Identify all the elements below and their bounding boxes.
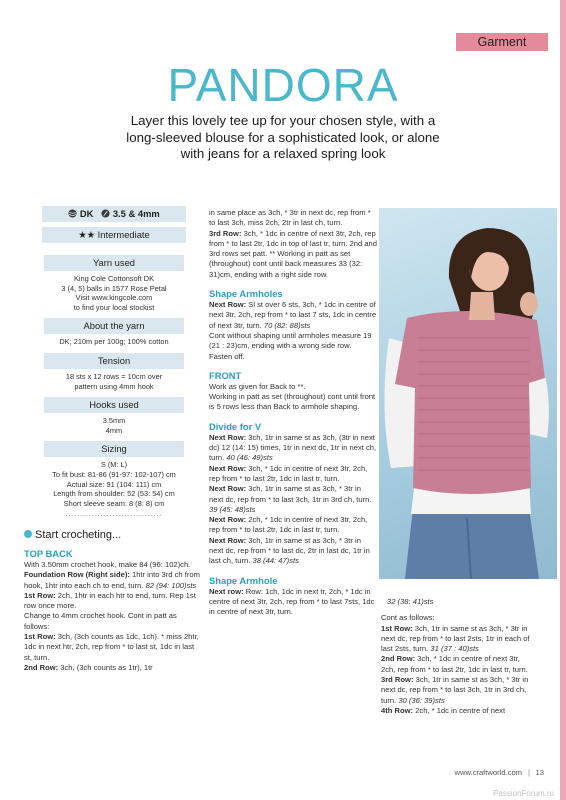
pattern-para: Next Row: 3ch, 1tr in same st as 3ch, * 3tr in next dc, rep from * to last 3ch, 1tr in 3rd ch, turn. 39 (45: 48)sts	[209, 484, 372, 514]
column-1	[24, 200, 204, 673]
yarn-used-line: King Cole Cottonsoft DK	[73, 274, 155, 283]
spec-summary	[42, 206, 186, 222]
pattern-para: Working in patt as set (throughout) cont until front is 5 rows less than Back to armhole shaping.	[209, 392, 376, 412]
hook-icon	[101, 208, 113, 219]
pattern-para: Next Row: 3ch, 1tr in same st as 3ch, * 3tr in next dc, rep from * to last dc, 2tr in last dc, 1tr in last ch, turn. 38 (44: 47)sts	[209, 535, 370, 566]
hooks-line: 3.5mm	[102, 416, 126, 426]
pattern-para: 2nd Row: 3ch, (3ch counts as 1tr), 1tr	[24, 662, 153, 672]
yarn-used-line: 3 (4, 5) balls in 1577 Rose Petal	[61, 283, 167, 293]
divide-heading: Divide for V	[209, 420, 262, 432]
shape-armholes-heading: Shape Armholes	[209, 288, 283, 300]
pattern-para: Cont without shaping until armholes measure 19 (21 : 23)cm, ending with a wrong side row.	[209, 330, 372, 351]
pattern-para: Next Row: 2ch, * 1dc in centre of next 3tr, 2ch, rep from * to last 2tr, 1dc in last tr, turn.	[209, 515, 368, 535]
pattern-para: Change to 4mm crochet hook. Cont in patt as follows:	[24, 611, 177, 631]
pattern-para: Next row: Row: 1ch, 1dc in next tr, 2ch, * 1dc in centre of next 3tr, 2ch, rep from * to last 7sts, 1dc in centre of next 3tr, turn.	[209, 586, 375, 617]
skill-level: Intermediate	[97, 229, 150, 240]
start-label: Start crocheting...	[35, 528, 122, 541]
pattern-para: Cont as follows:	[381, 613, 435, 623]
hooks-heading: Hooks used	[44, 397, 184, 413]
pattern-para: With 3.50mm crochet hook, make 84 (96: 102)ch.	[24, 559, 191, 569]
pattern-title: PANDORA	[167, 59, 399, 111]
front-heading: FRONT	[209, 369, 242, 381]
sizing-line: Short sleeve seam: 8 (8: 8) cm	[63, 498, 165, 508]
pattern-para: 1st Row: 3ch, (3ch counts as 1dc, 1ch). * miss 2htr, 1dc in next htr, 2ch, rep from * to last st, 1dc in last st, turn.	[24, 631, 199, 662]
pattern-para: 1st Row: 3ch, 1tr in same st as 3ch, * 3tr in next dc, rep from * to last 2sts, 1tr in each of last 2sts, turn. 31 (37 : 40)sts	[381, 623, 530, 654]
model-photo	[379, 208, 557, 579]
column-3	[381, 597, 531, 716]
about-yarn-text: DK; 210m per 100g; 100% cotton	[59, 337, 169, 347]
sizing-line: Length from shoulder: 52 (53: 54) cm	[53, 489, 175, 499]
yarn-used-line: Visit www.kingcole.com	[75, 293, 153, 303]
hooks-line: 4mm	[105, 425, 123, 435]
pattern-para: 3rd Row: 3ch, * 1dc in centre of next 3tr, 2ch, rep from * to last 2tr, 1dc in top of last tr, turn. 2nd and 3rd rows set patt. ** Working in patt as set (throughout) cont until back measures 33 (32: 31)cm, ending with a right side row.	[209, 228, 377, 279]
pattern-para: Work as given for Back to **.	[209, 381, 306, 391]
star-icon: ★★	[78, 229, 96, 240]
yarn-used-line: to find your local stockist	[73, 302, 155, 312]
sizing-heading: Sizing	[44, 441, 184, 457]
section-tab: Garment	[456, 33, 548, 51]
level-badge	[42, 227, 186, 243]
yarn-weight: DK	[79, 208, 94, 219]
yarn-ball-icon	[68, 208, 80, 219]
pattern-para: 2nd Row: 3ch, * 1dc in centre of next 3tr, 2ch, rep from * to last 2tr, 1dc in last tr, turn.	[381, 654, 528, 674]
bullet-dot-icon	[24, 530, 32, 538]
sizing-block	[24, 441, 204, 520]
pattern-para: 1st Row: 2ch, 1htr in each htr to end, turn. Rep 1st row once more.	[24, 590, 196, 611]
sizing-line: To fit bust: 81-86 (91-97: 102-107) cm	[52, 469, 176, 479]
pattern-para: Next Row: Sl st over 6 sts, 3ch, * 1dc in centre of next 3tr, 2ch, rep from * to last 7 sts, 1dc in centre of next 3tr, turn. 70 (82: 88)sts	[209, 300, 377, 330]
pattern-para: Foundation Row (Right side): 1htr into 3rd ch from hook, 1htr into each ch to end, turn. 82 (94: 100)sts	[24, 570, 200, 590]
pattern-para: Fasten off.	[209, 351, 245, 361]
yarn-used-heading: Yarn used	[44, 255, 184, 271]
pattern-para: 3rd Row: 3ch, 1tr in same st as 3ch, * 3tr in next dc, rep from * to last 3ch, 1tr in 3rd ch, turn. 30 (36: 39)sts	[381, 675, 529, 705]
watermark: PassionForum.ru	[493, 789, 554, 798]
sizing-dots: .................................	[65, 511, 163, 519]
about-yarn-heading: About the yarn	[44, 318, 184, 334]
tension-line: pattern using 4mm hook	[74, 381, 154, 391]
yarn-used-block	[24, 255, 204, 312]
pattern-para: in same place as 3ch, * 3tr in next dc, rep from * to last 3ch, miss 2ch, 2tr in last ch, turn.	[209, 208, 371, 228]
shape-armhole-heading: Shape Armhole	[209, 574, 278, 586]
footer-divider: |	[528, 768, 530, 777]
top-back-heading: TOP BACK	[24, 547, 73, 559]
footer-website[interactable]: www.craftworld.com	[454, 768, 522, 777]
hook-sizes: 3.5 & 4mm	[112, 208, 160, 219]
about-yarn-block	[24, 318, 204, 347]
tension-line: 18 sts x 12 rows = 10cm over	[65, 371, 163, 381]
pattern-para: Next Row: 3ch, * 1dc in centre of next 3tr, 2ch, rep from * to last 2tr, 1dc in last tr, turn.	[209, 463, 368, 483]
tension-heading: Tension	[44, 353, 184, 369]
pattern-para: Next Row: 3ch, 1tr in same st as 3ch, (3tr in next dc) 12 (14: 15) times, 1tr in next dc, 1tr in next ch, turn. 40 (46: 49)sts	[209, 432, 377, 463]
hooks-block	[24, 397, 204, 435]
sizing-line: S (M: L)	[100, 460, 128, 470]
pattern-intro: Layer this lovely tee up for your chosen style, with a long-sleeved blouse for a sophisticated look, or alone with jeans for a relaxed spring look	[126, 113, 440, 161]
page-number: 13	[535, 768, 544, 777]
sizing-line: Actual size: 91 (104: 111) cm	[66, 479, 162, 489]
tension-block	[24, 353, 204, 391]
pattern-para: 4th Row: 2ch, * 1dc in centre of next	[381, 705, 506, 715]
start-crocheting	[24, 530, 204, 540]
pattern-para: 32 (38: 41)sts	[387, 597, 434, 606]
column-2	[209, 208, 377, 618]
